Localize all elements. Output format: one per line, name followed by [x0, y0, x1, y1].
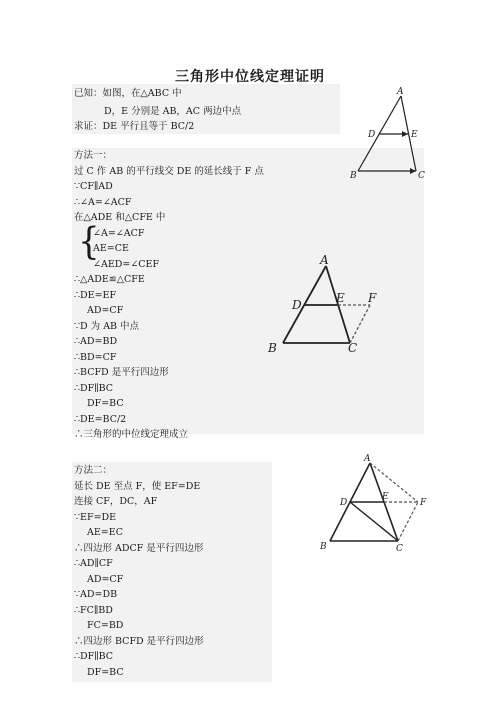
- proof-line: ∴BD=CF: [74, 352, 117, 363]
- fig2-label-b: B: [268, 341, 277, 355]
- proof-line: ∵AD=DB: [74, 589, 118, 600]
- proof-line: ∴四边形 ADCF 是平行四边形: [74, 543, 204, 554]
- proof-line: ∠AED=∠CEF: [93, 259, 160, 270]
- proof-line: AD=CF: [87, 574, 124, 585]
- proof-line: 求证：DE 平行且等于 BC/2: [74, 121, 195, 132]
- fig2-label-c: C: [348, 341, 358, 355]
- proof-line: AE=EC: [87, 527, 123, 538]
- proof-line: ∴三角形的中位线定理成立: [74, 429, 189, 440]
- proof-line: ∠A=∠ACF: [93, 228, 145, 239]
- proof-line: AD=CF: [87, 305, 124, 316]
- proof-line: 方法二：: [74, 465, 113, 476]
- fig1-label-b: B: [350, 171, 357, 181]
- fig3-label-f: F: [420, 498, 427, 508]
- proof-line: ∵D 为 AB 中点: [74, 321, 140, 332]
- proof-line: 方法一：: [74, 150, 113, 161]
- proof-line: ∴△ADE≌△CFE: [74, 274, 145, 285]
- proof-line: ∴DF∥BC: [74, 651, 114, 662]
- proof-line: 连接 CF，DC，AF: [74, 496, 158, 507]
- fig1-label-d: D: [368, 130, 376, 140]
- proof-line: 已知：如图，在△ABC 中: [74, 88, 182, 99]
- fig3-label-b: B: [320, 542, 327, 552]
- fig1-label-a: A: [397, 87, 404, 97]
- fig3-label-e: E: [382, 492, 389, 502]
- fig1-label-e: E: [411, 130, 418, 140]
- proof-line: ∴∠A=∠ACF: [74, 197, 132, 208]
- fig3-label-a: A: [364, 454, 371, 464]
- fig3-dashed-cf: [398, 502, 418, 541]
- proof-line: ∴BCFD 是平行四边形: [74, 367, 169, 378]
- fig1-label-c: C: [418, 171, 425, 181]
- proof-line: ∴AD=BD: [74, 336, 118, 347]
- fig2-label-f: F: [368, 291, 377, 305]
- fig2-label-a: A: [320, 253, 329, 267]
- proof-line: 延长 DE 至点 F，使 EF=DE: [74, 481, 201, 492]
- proof-line: ∴四边形 BCFD 是平行四边形: [74, 636, 204, 647]
- fig3-label-c: C: [396, 544, 403, 554]
- proof-line: ∴FC∥BD: [74, 605, 113, 616]
- proof-line: ∵EF=DE: [74, 512, 117, 523]
- proof-line: DF=BC: [87, 667, 124, 678]
- proof-line: ∴DE=BC/2: [74, 414, 127, 425]
- page-title: 三角形中位线定理证明: [175, 69, 325, 85]
- proof-line: ∴AD∥CF: [74, 558, 113, 569]
- proof-line: ∴DE=EF: [74, 290, 117, 301]
- proof-line: AE=CE: [93, 243, 129, 254]
- proof-line: ∴DF∥BC: [74, 383, 114, 394]
- proof-line: 在△ADE 和△CFE 中: [74, 212, 166, 223]
- proof-line: ∵CF∥AD: [74, 181, 113, 192]
- fig2-label-d: D: [292, 298, 302, 312]
- fig3-label-d: D: [340, 498, 348, 508]
- proof-line: DF=BC: [87, 398, 124, 409]
- proof-line: D，E 分别是 AB，AC 两边中点: [104, 106, 242, 117]
- system-brace: {: [78, 219, 100, 264]
- fig2-label-e: E: [336, 291, 345, 305]
- proof-line: 过 C 作 AB 的平行线交 DE 的延长线于 F 点: [74, 166, 264, 177]
- proof-line: FC=BD: [87, 620, 124, 631]
